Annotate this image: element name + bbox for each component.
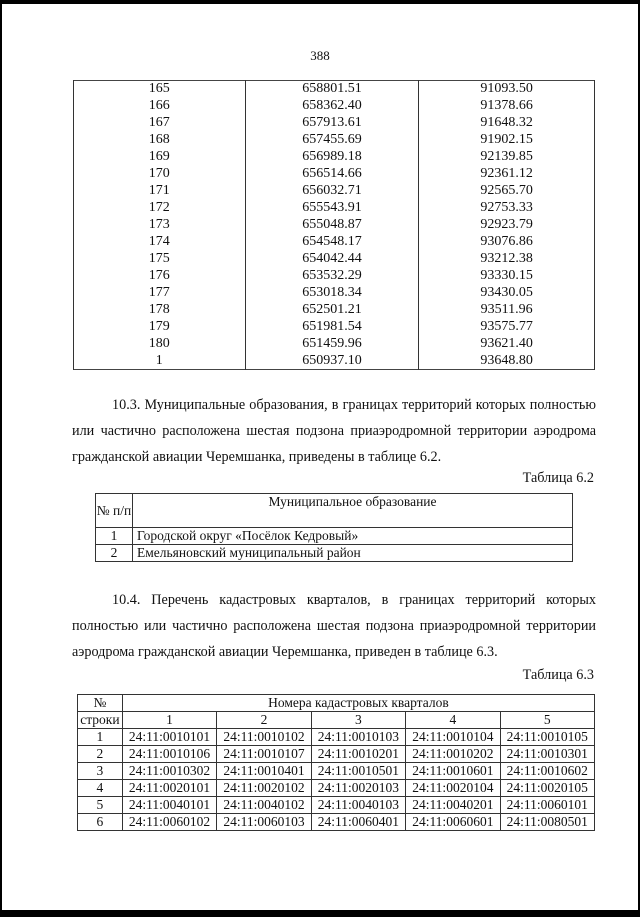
row-number: 4 xyxy=(78,780,123,797)
x-coordinate: 651459.96 xyxy=(245,336,419,353)
point-number: 178 xyxy=(74,302,246,319)
page-number: 388 xyxy=(310,48,330,63)
cadastral-number: 24:11:0060601 xyxy=(406,814,500,831)
x-coordinate: 656989.18 xyxy=(245,149,419,166)
x-coordinate: 653532.29 xyxy=(245,268,419,285)
cadastral-number: 24:11:0080501 xyxy=(500,814,594,831)
municipality-name: Городской округ «Посёлок Кедровый» xyxy=(133,528,573,545)
table-row xyxy=(74,353,595,370)
row-num: 1 xyxy=(96,528,133,545)
column-number: 5 xyxy=(500,712,594,729)
point-number: 171 xyxy=(74,183,246,200)
cadastral-number: 24:11:0010103 xyxy=(311,729,405,746)
cadastral-number: 24:11:0060103 xyxy=(217,814,311,831)
x-coordinate: 654042.44 xyxy=(245,251,419,268)
row-num: 2 xyxy=(96,545,133,562)
cadastral-number: 24:11:0020101 xyxy=(122,780,216,797)
header-num: № п/п xyxy=(96,494,133,528)
point-number: 170 xyxy=(74,166,246,183)
table-row xyxy=(74,268,595,285)
table-row xyxy=(78,797,595,814)
cadastral-number: 24:11:0020104 xyxy=(406,780,500,797)
document-page xyxy=(2,4,638,910)
cadastral-number: 24:11:0040201 xyxy=(406,797,500,814)
point-number: 174 xyxy=(74,234,246,251)
table-row xyxy=(74,251,595,268)
table-row xyxy=(74,98,595,115)
table-6-3-caption: Таблица 6.3 xyxy=(522,667,594,683)
x-coordinate: 655048.87 xyxy=(245,217,419,234)
cadastral-number: 24:11:0040102 xyxy=(217,797,311,814)
y-coordinate: 93212.38 xyxy=(419,251,595,268)
x-coordinate: 654548.17 xyxy=(245,234,419,251)
point-number: 176 xyxy=(74,268,246,285)
cadastral-number: 24:11:0010201 xyxy=(311,746,405,763)
table-row xyxy=(74,200,595,217)
table-row xyxy=(74,115,595,132)
table-6-2-caption: Таблица 6.2 xyxy=(522,470,594,486)
y-coordinate: 93330.15 xyxy=(419,268,595,285)
municipality-name: Емельяновский муниципальный район xyxy=(133,545,573,562)
y-coordinate: 92565.70 xyxy=(419,183,595,200)
x-coordinate: 650937.10 xyxy=(245,353,419,370)
header-cadastral-group: Номера кадастровых кварталов xyxy=(122,695,594,712)
section-10-3-paragraph xyxy=(72,392,596,470)
table-row xyxy=(96,528,573,545)
y-coordinate: 92753.33 xyxy=(419,200,595,217)
table-row xyxy=(78,729,595,746)
column-number: 1 xyxy=(122,712,216,729)
y-coordinate: 91378.66 xyxy=(419,98,595,115)
cadastral-number: 24:11:0010401 xyxy=(217,763,311,780)
point-number: 180 xyxy=(74,336,246,353)
table-row xyxy=(74,183,595,200)
cadastral-quarters-table xyxy=(77,694,595,831)
row-number: 3 xyxy=(78,763,123,780)
table-row xyxy=(74,132,595,149)
cadastral-number: 24:11:0060102 xyxy=(122,814,216,831)
table-row xyxy=(74,81,595,98)
header-municipality: Муниципальное образование xyxy=(133,494,573,528)
y-coordinate: 93076.86 xyxy=(419,234,595,251)
table-row xyxy=(74,166,595,183)
y-coordinate: 91902.15 xyxy=(419,132,595,149)
y-coordinate: 93511.96 xyxy=(419,302,595,319)
cadastral-number: 24:11:0010105 xyxy=(500,729,594,746)
table-header-row xyxy=(78,695,595,712)
cadastral-number: 24:11:0010107 xyxy=(217,746,311,763)
table-row xyxy=(74,319,595,336)
point-number: 179 xyxy=(74,319,246,336)
table-row xyxy=(78,814,595,831)
table-subheader-row xyxy=(78,712,595,729)
y-coordinate: 92139.85 xyxy=(419,149,595,166)
point-number: 169 xyxy=(74,149,246,166)
cadastral-number: 24:11:0020102 xyxy=(217,780,311,797)
cadastral-number: 24:11:0040101 xyxy=(122,797,216,814)
table-row xyxy=(78,746,595,763)
column-number: 2 xyxy=(217,712,311,729)
y-coordinate: 92923.79 xyxy=(419,217,595,234)
point-number: 166 xyxy=(74,98,246,115)
point-number: 173 xyxy=(74,217,246,234)
y-coordinate: 93648.80 xyxy=(419,353,595,370)
header-row-number: № xyxy=(78,695,123,712)
x-coordinate: 657455.69 xyxy=(245,132,419,149)
table-row xyxy=(74,285,595,302)
point-number: 1 xyxy=(74,353,246,370)
municipalities-table xyxy=(95,493,573,562)
point-number: 167 xyxy=(74,115,246,132)
cadastral-number: 24:11:0010202 xyxy=(406,746,500,763)
table-row xyxy=(78,763,595,780)
column-number: 3 xyxy=(311,712,405,729)
row-number: 5 xyxy=(78,797,123,814)
x-coordinate: 658801.51 xyxy=(245,81,419,98)
table-row xyxy=(78,780,595,797)
cadastral-number: 24:11:0020103 xyxy=(311,780,405,797)
y-coordinate: 93621.40 xyxy=(419,336,595,353)
cadastral-number: 24:11:0010501 xyxy=(311,763,405,780)
y-coordinate: 91648.32 xyxy=(419,115,595,132)
cadastral-number: 24:11:0010302 xyxy=(122,763,216,780)
y-coordinate: 93575.77 xyxy=(419,319,595,336)
cadastral-number: 24:11:0010601 xyxy=(406,763,500,780)
header-row-label: строки xyxy=(78,712,123,729)
point-number: 172 xyxy=(74,200,246,217)
y-coordinate: 93430.05 xyxy=(419,285,595,302)
table-header-row xyxy=(96,494,573,528)
x-coordinate: 651981.54 xyxy=(245,319,419,336)
cadastral-number: 24:11:0010106 xyxy=(122,746,216,763)
cadastral-number: 24:11:0010102 xyxy=(217,729,311,746)
row-number: 1 xyxy=(78,729,123,746)
row-number: 6 xyxy=(78,814,123,831)
x-coordinate: 656514.66 xyxy=(245,166,419,183)
cadastral-number: 24:11:0010104 xyxy=(406,729,500,746)
cadastral-number: 24:11:0010602 xyxy=(500,763,594,780)
y-coordinate: 92361.12 xyxy=(419,166,595,183)
table-row xyxy=(74,149,595,166)
coordinates-table xyxy=(73,80,595,370)
row-number: 2 xyxy=(78,746,123,763)
point-number: 168 xyxy=(74,132,246,149)
section-10-3-text: 10.3. Муниципальные образования, в границах территорий которых полностью или частично расположена шестая подзона приаэродромной территории аэродрома гражданской авиации Черемшанка, приведены в таблице 6.2. xyxy=(72,397,596,465)
x-coordinate: 653018.34 xyxy=(245,285,419,302)
cadastral-number: 24:11:0020105 xyxy=(500,780,594,797)
column-number: 4 xyxy=(406,712,500,729)
x-coordinate: 655543.91 xyxy=(245,200,419,217)
table-row xyxy=(74,234,595,251)
cadastral-number: 24:11:0010301 xyxy=(500,746,594,763)
table-row xyxy=(74,302,595,319)
cadastral-number: 24:11:0010101 xyxy=(122,729,216,746)
point-number: 177 xyxy=(74,285,246,302)
table-row xyxy=(74,217,595,234)
x-coordinate: 658362.40 xyxy=(245,98,419,115)
y-coordinate: 91093.50 xyxy=(419,81,595,98)
section-10-4-paragraph xyxy=(72,587,596,665)
cadastral-number: 24:11:0060401 xyxy=(311,814,405,831)
x-coordinate: 656032.71 xyxy=(245,183,419,200)
x-coordinate: 652501.21 xyxy=(245,302,419,319)
cadastral-number: 24:11:0040103 xyxy=(311,797,405,814)
section-10-4-text: 10.4. Перечень кадастровых кварталов, в границах территорий которых полностью или частично расположена шестая подзона приаэродромной территории аэродрома гражданской авиации Черемшанка, приведен в таблице 6.3. xyxy=(72,592,596,660)
table-row xyxy=(96,545,573,562)
point-number: 175 xyxy=(74,251,246,268)
cadastral-number: 24:11:0060101 xyxy=(500,797,594,814)
table-row xyxy=(74,336,595,353)
point-number: 165 xyxy=(74,81,246,98)
x-coordinate: 657913.61 xyxy=(245,115,419,132)
